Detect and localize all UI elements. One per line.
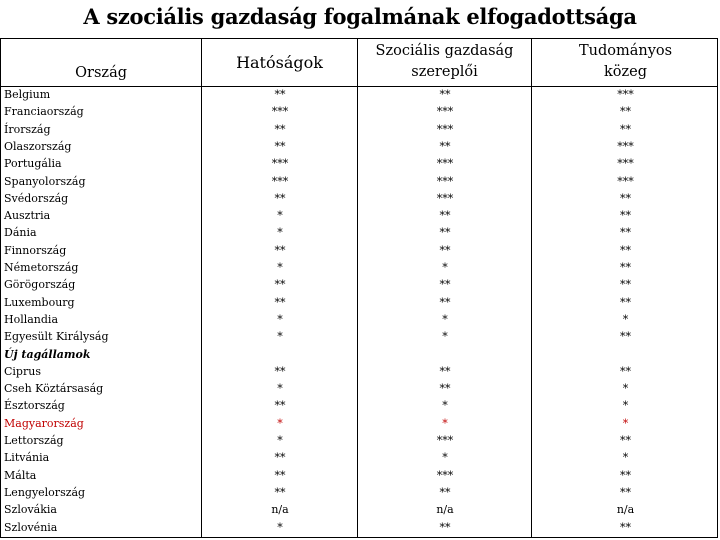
social-economy-cell: * [442, 261, 448, 274]
academia-cell: * [622, 312, 629, 326]
academia-cell: * [622, 416, 629, 430]
social-economy-cell: ** [439, 485, 451, 499]
social-economy-cell: * [442, 416, 448, 430]
table-row [1, 467, 717, 484]
country-cell: Németország [4, 261, 79, 274]
header-authorities: Hatóságok [236, 53, 323, 72]
academia-cell: ** [620, 485, 631, 499]
header-academia-line1: Tudományos [578, 43, 673, 59]
country-cell: Egyesült Királyság [4, 330, 109, 344]
authorities-cell: *** [271, 157, 289, 171]
social-economy-cell: ** [439, 278, 451, 292]
social-economy-cell: ** [439, 382, 451, 396]
social-economy-cell: * [442, 451, 448, 465]
authorities-cell: ** [274, 451, 286, 465]
country-cell: Lettország [4, 434, 64, 447]
country-cell: Finnország [4, 243, 67, 257]
page-title: A szociális gazdaság fogalmának elfogadottsága [83, 4, 637, 29]
table-row [1, 86, 717, 103]
country-cell: Írország [4, 122, 51, 136]
authorities-cell: *** [271, 174, 289, 188]
header-social-economy-line1: Szociális gazdaság [375, 43, 514, 59]
social-economy-cell: *** [436, 122, 454, 136]
country-cell: Cseh Köztársaság [4, 382, 104, 396]
table-row [1, 328, 717, 345]
academia-cell: * [622, 382, 629, 396]
header-academia [532, 41, 719, 83]
country-cell: Új tagállamok [4, 347, 91, 361]
table-row [1, 155, 717, 172]
table-row [1, 432, 717, 449]
social-economy-cell: *** [436, 174, 454, 188]
academia-cell: ** [620, 243, 631, 257]
academia-cell: ** [620, 434, 631, 447]
country-cell: Szlovénia [4, 520, 58, 534]
social-economy-cell: ** [439, 364, 451, 378]
social-economy-cell: ** [439, 520, 451, 534]
country-cell: Szlovákia [4, 503, 57, 517]
country-cell: Ciprus [4, 364, 41, 378]
table-row [1, 294, 717, 311]
social-economy-cell: * [442, 399, 448, 413]
table-row [1, 397, 717, 414]
authorities-cell: ** [274, 295, 286, 309]
academia-cell: ** [620, 295, 631, 309]
country-cell: Belgium [4, 88, 51, 101]
academia-cell: *** [617, 174, 634, 188]
table-row [1, 207, 717, 224]
country-cell: Litvánia [4, 451, 50, 465]
header-academia-line2: közeg [603, 64, 648, 80]
country-cell: Olaszország [4, 139, 72, 153]
country-cell: Észtország [4, 399, 65, 413]
authorities-cell: *** [271, 105, 289, 119]
social-economy-cell: ** [439, 226, 451, 240]
table-row [1, 501, 717, 518]
academia-cell: *** [617, 88, 634, 101]
table-row [1, 276, 717, 293]
authorities-cell: * [277, 209, 283, 223]
social-economy-cell: n/a [436, 503, 454, 517]
header-social-economy-actors [358, 41, 531, 83]
social-economy-cell: *** [436, 105, 454, 119]
academia-cell: ** [620, 226, 631, 240]
academia-cell: *** [617, 139, 634, 153]
header-country: Ország [75, 65, 127, 81]
social-economy-cell: *** [436, 434, 454, 447]
table-row [1, 449, 717, 466]
authorities-cell: * [277, 226, 283, 240]
academia-cell: ** [620, 105, 631, 119]
table-row [1, 519, 717, 536]
table-row [1, 173, 717, 190]
table-row [1, 121, 717, 138]
table-row [1, 224, 717, 241]
header-social-economy-line2: szereplői [411, 64, 478, 80]
authorities-cell: ** [274, 468, 286, 482]
authorities-cell: ** [274, 122, 286, 136]
country-cell: Ausztria [4, 209, 51, 223]
authorities-cell: ** [274, 399, 286, 413]
social-economy-cell: *** [436, 157, 454, 171]
social-economy-cell: *** [436, 191, 454, 205]
academia-cell: ** [620, 330, 631, 344]
authorities-cell: * [277, 382, 283, 396]
section-row [1, 346, 717, 363]
acceptance-table [0, 38, 718, 538]
academia-cell: ** [620, 468, 631, 482]
academia-cell: ** [620, 191, 631, 205]
authorities-cell: ** [274, 364, 286, 378]
authorities-cell: * [277, 312, 283, 326]
academia-cell: ** [620, 520, 631, 534]
social-economy-cell: *** [436, 468, 454, 482]
academia-cell: ** [620, 278, 631, 292]
authorities-cell: ** [274, 243, 286, 257]
social-economy-cell: ** [439, 295, 451, 309]
academia-cell: ** [620, 209, 631, 223]
authorities-cell: * [277, 416, 283, 430]
social-economy-cell: ** [439, 139, 451, 153]
social-economy-cell: ** [439, 88, 451, 101]
country-cell: Magyarország [4, 416, 84, 430]
authorities-cell: * [277, 520, 283, 534]
country-cell: Málta [4, 468, 37, 482]
authorities-cell: ** [274, 485, 286, 499]
academia-cell: ** [620, 261, 631, 274]
table-row [1, 363, 717, 380]
country-cell: Franciaország [4, 105, 84, 119]
social-economy-cell: ** [439, 243, 451, 257]
academia-cell: ** [620, 364, 631, 378]
social-economy-cell: * [442, 330, 448, 344]
authorities-cell: n/a [271, 503, 289, 517]
academia-cell: n/a [616, 503, 635, 517]
authorities-cell: * [277, 330, 283, 344]
academia-cell: * [622, 399, 629, 413]
academia-cell: ** [620, 122, 631, 136]
social-economy-cell: ** [439, 209, 451, 223]
table-row [1, 415, 717, 432]
table-row [1, 380, 717, 397]
authorities-cell: ** [274, 191, 286, 205]
country-cell: Portugália [4, 157, 62, 171]
country-cell: Lengyelország [4, 485, 86, 499]
academia-cell: *** [617, 157, 634, 171]
authorities-cell: ** [274, 139, 286, 153]
country-cell: Hollandia [4, 312, 59, 326]
table-row [1, 103, 717, 120]
country-cell: Luxembourg [4, 295, 75, 309]
authorities-cell: * [277, 261, 283, 274]
country-cell: Svédország [4, 191, 69, 205]
table-row [1, 311, 717, 328]
country-cell: Dánia [4, 226, 37, 240]
table-row [1, 259, 717, 276]
country-cell: Spanyolország [4, 174, 86, 188]
table-row [1, 190, 717, 207]
social-economy-cell: * [442, 312, 448, 326]
table-row [1, 138, 717, 155]
academia-cell: * [622, 451, 629, 465]
table-row [1, 242, 717, 259]
authorities-cell: ** [274, 88, 286, 101]
authorities-cell: ** [274, 278, 286, 292]
authorities-cell: * [277, 434, 283, 447]
country-cell: Görögország [4, 278, 76, 292]
table-row [1, 484, 717, 501]
